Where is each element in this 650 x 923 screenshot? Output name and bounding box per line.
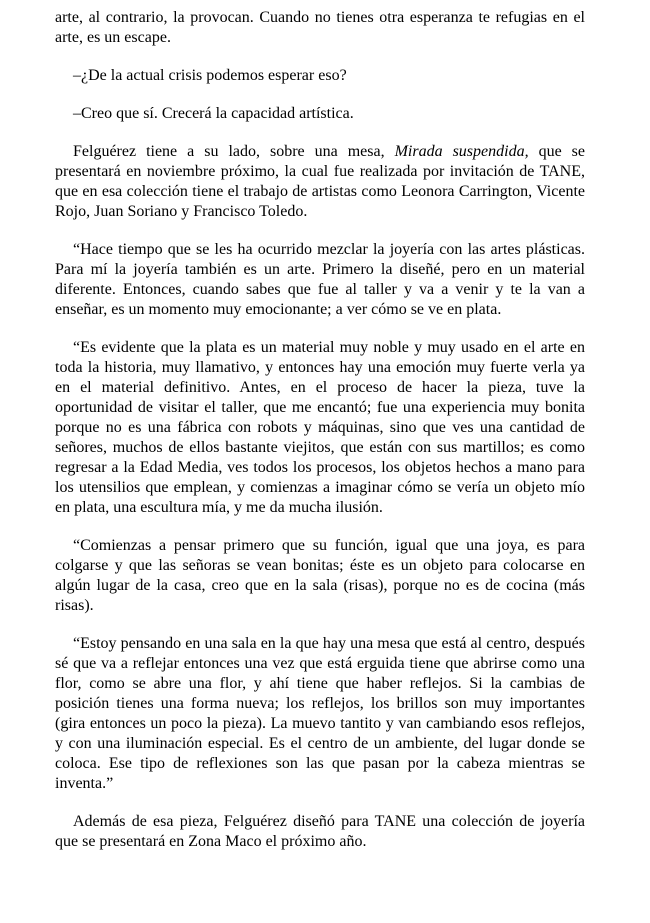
paragraph-question [55, 66, 585, 86]
paragraph-text: arte, al contrario, la provocan. Cuando no tienes otra esperanza te refugias en el arte, es un escape. [55, 9, 585, 46]
paragraph-mirada-suspendida [55, 142, 585, 222]
paragraph-sala [55, 634, 585, 794]
paragraph-funcion [55, 536, 585, 616]
paragraph-plata [55, 338, 585, 518]
paragraph-text: “Es evidente que la plata es un material muy noble y muy usado en el arte en toda la historia, muy llamativo, y entonces hay una emoción muy fuerte verla ya en el material definitivo. Antes, en el proceso de hacer la pieza, tuve la oportunidad de visitar el taller, que me encantó; fue una experiencia muy bonita porque no es una fábrica con robots y máquinas, sino que ves una cantidad de señores, muchos de ellos bastante viejitos, que están con sus martillos; es como regresar a la Edad Media, ves todos los procesos, los objetos hechos a mano para los utensilios que emplean, y comienzas a imaginar cómo se vería un objeto mío en plata, una escultura mía, y me da mucha ilusión. [55, 339, 585, 516]
artwork-title: Mirada suspendida, [394, 143, 529, 160]
paragraph-continuation [55, 8, 585, 48]
paragraph-text: “Comienzas a pensar primero que su función, igual que una joya, es para colgarse y que las señoras se vean bonitas; éste es un objeto para colocarse en algún lugar de la casa, creo que en la sala (risas), porque no es de cocina (más risas). [55, 537, 585, 614]
paragraph-answer [55, 104, 585, 124]
paragraph-text: –Creo que sí. Crecerá la capacidad artística. [73, 105, 354, 122]
paragraph-joyeria [55, 240, 585, 320]
paragraph-text: Felguérez tiene a su lado, sobre una mesa, [73, 143, 395, 160]
paragraph-text: –¿De la actual crisis podemos esperar eso? [73, 67, 347, 84]
paragraph-text: Además de esa pieza, Felguérez diseñó para TANE una colección de joyería que se presentará en Zona Maco el próximo año. [55, 813, 585, 850]
paragraph-text: “Hace tiempo que se les ha ocurrido mezclar la joyería con las artes plásticas. Para mí la joyería también es un arte. Primero la diseñé, pero en un material diferente. Entonces, cuando sabes que fue al taller y va a venir y te la van a enseñar, es un momento muy emocionante; a ver cómo se ve en plata. [55, 241, 585, 318]
paragraph-coleccion [55, 812, 585, 852]
paragraph-text: que se presentará en noviembre próximo, la cual fue realizada por invitación de TANE, que en esa colección tiene el trabajo de artistas como Leonora Carrington, Vicente Rojo, Juan Soriano y Francisco Toledo. [55, 143, 586, 220]
paragraph-text: “Estoy pensando en una sala en la que hay una mesa que está al centro, después sé que va a reflejar entonces una vez que está erguida tiene que abrirse como una flor, como se abre una flor, y ahí tiene que haber reflejos. Si la cambias de posición tienes una forma nueva; los reflejos, los brillos son muy importantes (gira entonces un poco la pieza). La muevo tantito y van cambiando esos reflejos, y con una iluminación especial. Es el centro de un ambiente, del lugar donde se coloca. Ese tipo de reflexiones son las que pasan por la cabeza mientras se inventa.” [55, 635, 585, 792]
document-page [55, 8, 585, 870]
